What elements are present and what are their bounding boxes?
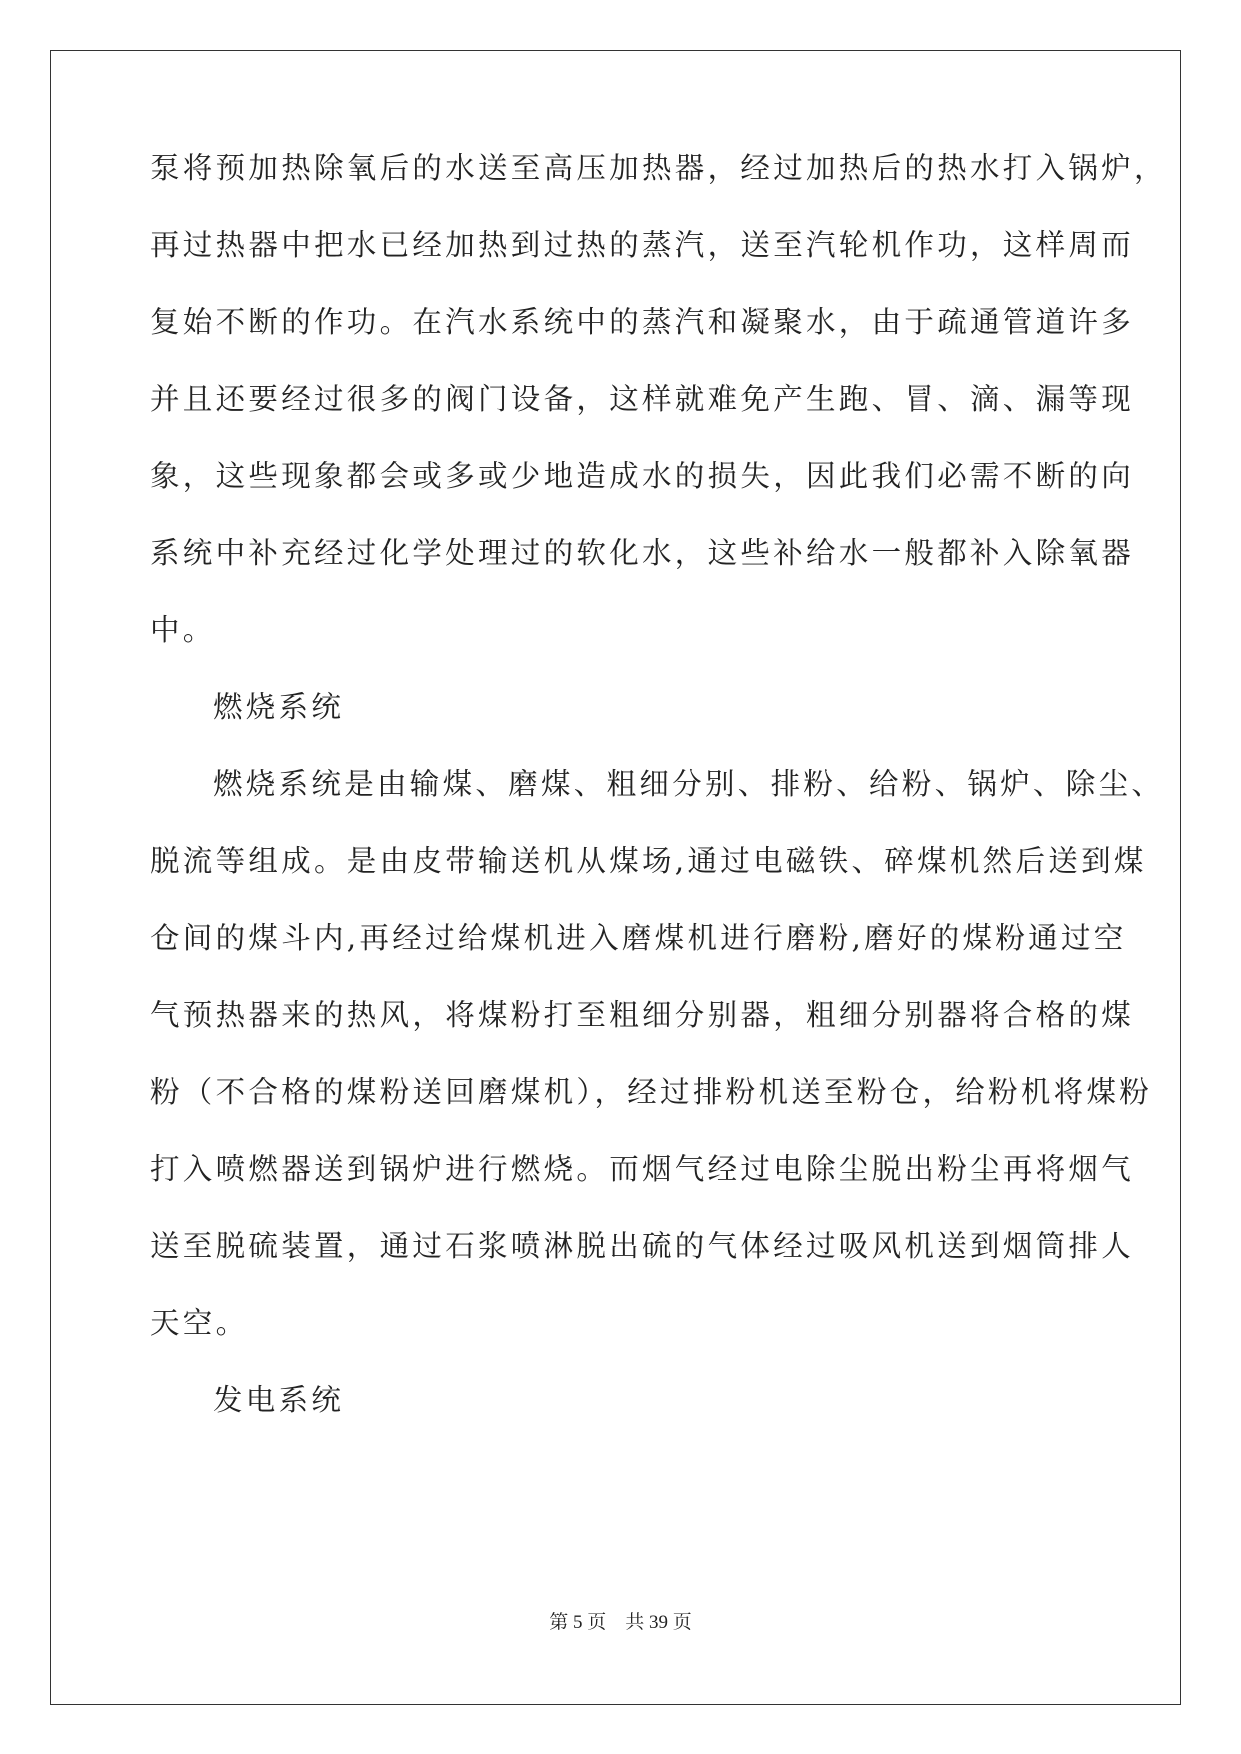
- section-heading-power-generation: 发电系统: [213, 1383, 345, 1417]
- paragraph-line: 系统中补充经过化学处理过的软化水，这些补给水一般都补入除氧器: [150, 536, 1135, 570]
- paragraph-line: 再过热器中把水已经加热到过热的蒸汽，送至汽轮机作功，这样周而: [150, 228, 1135, 262]
- paragraph-line: 中。: [150, 613, 216, 647]
- paragraph-line: 并且还要经过很多的阀门设备，这样就难免产生跑、冒、滴、漏等现: [150, 382, 1135, 416]
- paragraph-line: 粉（不合格的煤粉送回磨煤机），经过排粉机送至粉仓，给粉机将煤粉: [150, 1075, 1153, 1109]
- paragraph-line: 象，这些现象都会或多或少地造成水的损失，因此我们必需不断的向: [150, 459, 1135, 493]
- paragraph-line: 复始不断的作功。在汽水系统中的蒸汽和凝聚水，由于疏通管道许多: [150, 305, 1135, 339]
- page-number: 第 5 页: [549, 1612, 607, 1633]
- total-pages: 共 39 页: [625, 1612, 692, 1633]
- paragraph-line: 气预热器来的热风，将煤粉打至粗细分别器，粗细分别器将合格的煤: [150, 998, 1135, 1032]
- page-footer: [0, 1607, 1241, 1634]
- paragraph-line: 送至脱硫装置，通过石浆喷淋脱出硫的气体经过吸风机送到烟筒排人: [150, 1229, 1135, 1263]
- paragraph-line: 燃烧系统是由输煤、磨煤、粗细分别、排粉、给粉、锅炉、除尘、: [213, 767, 1165, 801]
- section-heading-combustion: 燃烧系统: [213, 690, 345, 724]
- paragraph-line: 仓间的煤斗内,再经过给煤机进入磨煤机进行磨粉,磨好的煤粉通过空: [150, 921, 1127, 955]
- paragraph-line: 泵将预加热除氧后的水送至高压加热器，经过加热后的热水打入锅炉，: [150, 151, 1167, 185]
- paragraph-line: 打入喷燃器送到锅炉进行燃烧。而烟气经过电除尘脱出粉尘再将烟气: [150, 1152, 1135, 1186]
- footer-spacer: [606, 1612, 625, 1633]
- paragraph-line: 脱流等组成。是由皮带输送机从煤场,通过电磁铁、碎煤机然后送到煤: [150, 844, 1147, 878]
- paragraph-line: 天空。: [150, 1306, 249, 1340]
